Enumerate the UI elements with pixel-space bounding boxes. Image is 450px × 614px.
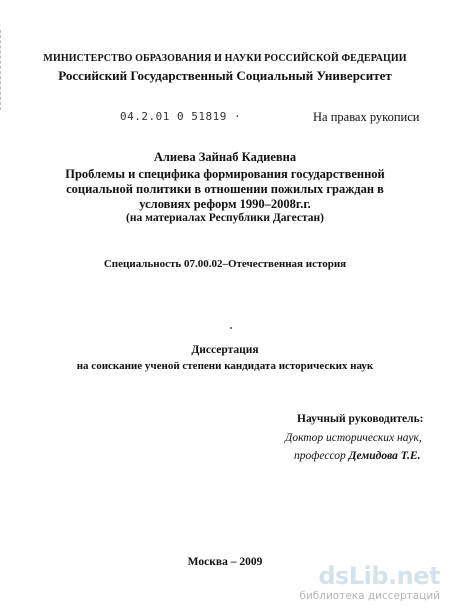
supervisor-degree: Доктор исторических наук, <box>285 432 422 444</box>
dslib-watermark[interactable] <box>290 562 440 602</box>
ministry-heading: МИНИСТЕРСТВО ОБРАЗОВАНИЯ И НАУКИ РОССИЙСКОЙ ФЕДЕРАЦИИ <box>43 53 407 64</box>
scan-speck <box>230 327 232 329</box>
thesis-subtitle: (на материалах Республики Дагестан) <box>126 212 324 224</box>
supervisor-label: Научный руководитель: <box>297 413 424 425</box>
supervisor-name: Демидова Т.Е. <box>348 450 421 462</box>
author-name: Алиева Зайнаб Кадиевна <box>153 150 297 164</box>
document-type: Диссертация <box>191 344 259 356</box>
supervisor-title: профессор <box>294 450 346 462</box>
degree-line: на соискание ученой степени кандидата исторических наук <box>76 360 374 372</box>
supervisor-name-line <box>294 450 420 462</box>
dslib-logo-text: dsLib.net <box>318 562 440 590</box>
speciality-line: Специальность 07.00.02–Отечественная история <box>103 258 347 270</box>
dslib-logo[interactable] <box>318 562 440 592</box>
university-name: Российский Государственный Социальный Университет <box>58 68 392 83</box>
city-year: Москва – 2009 <box>187 556 263 568</box>
thesis-title-line: условиях реформ 1990–2008г.г. <box>139 197 311 211</box>
dslib-caption: библиотека диссертаций <box>299 590 440 602</box>
manuscript-rights-note: На правах рукописи <box>313 110 420 124</box>
library-stamp-number: 04.2.01 0 51819 · <box>120 110 242 123</box>
thesis-title-line: Проблемы и специфика формирования государственной <box>65 167 385 181</box>
thesis-title-line: социальной политики в отношении пожилых граждан в <box>66 182 384 196</box>
